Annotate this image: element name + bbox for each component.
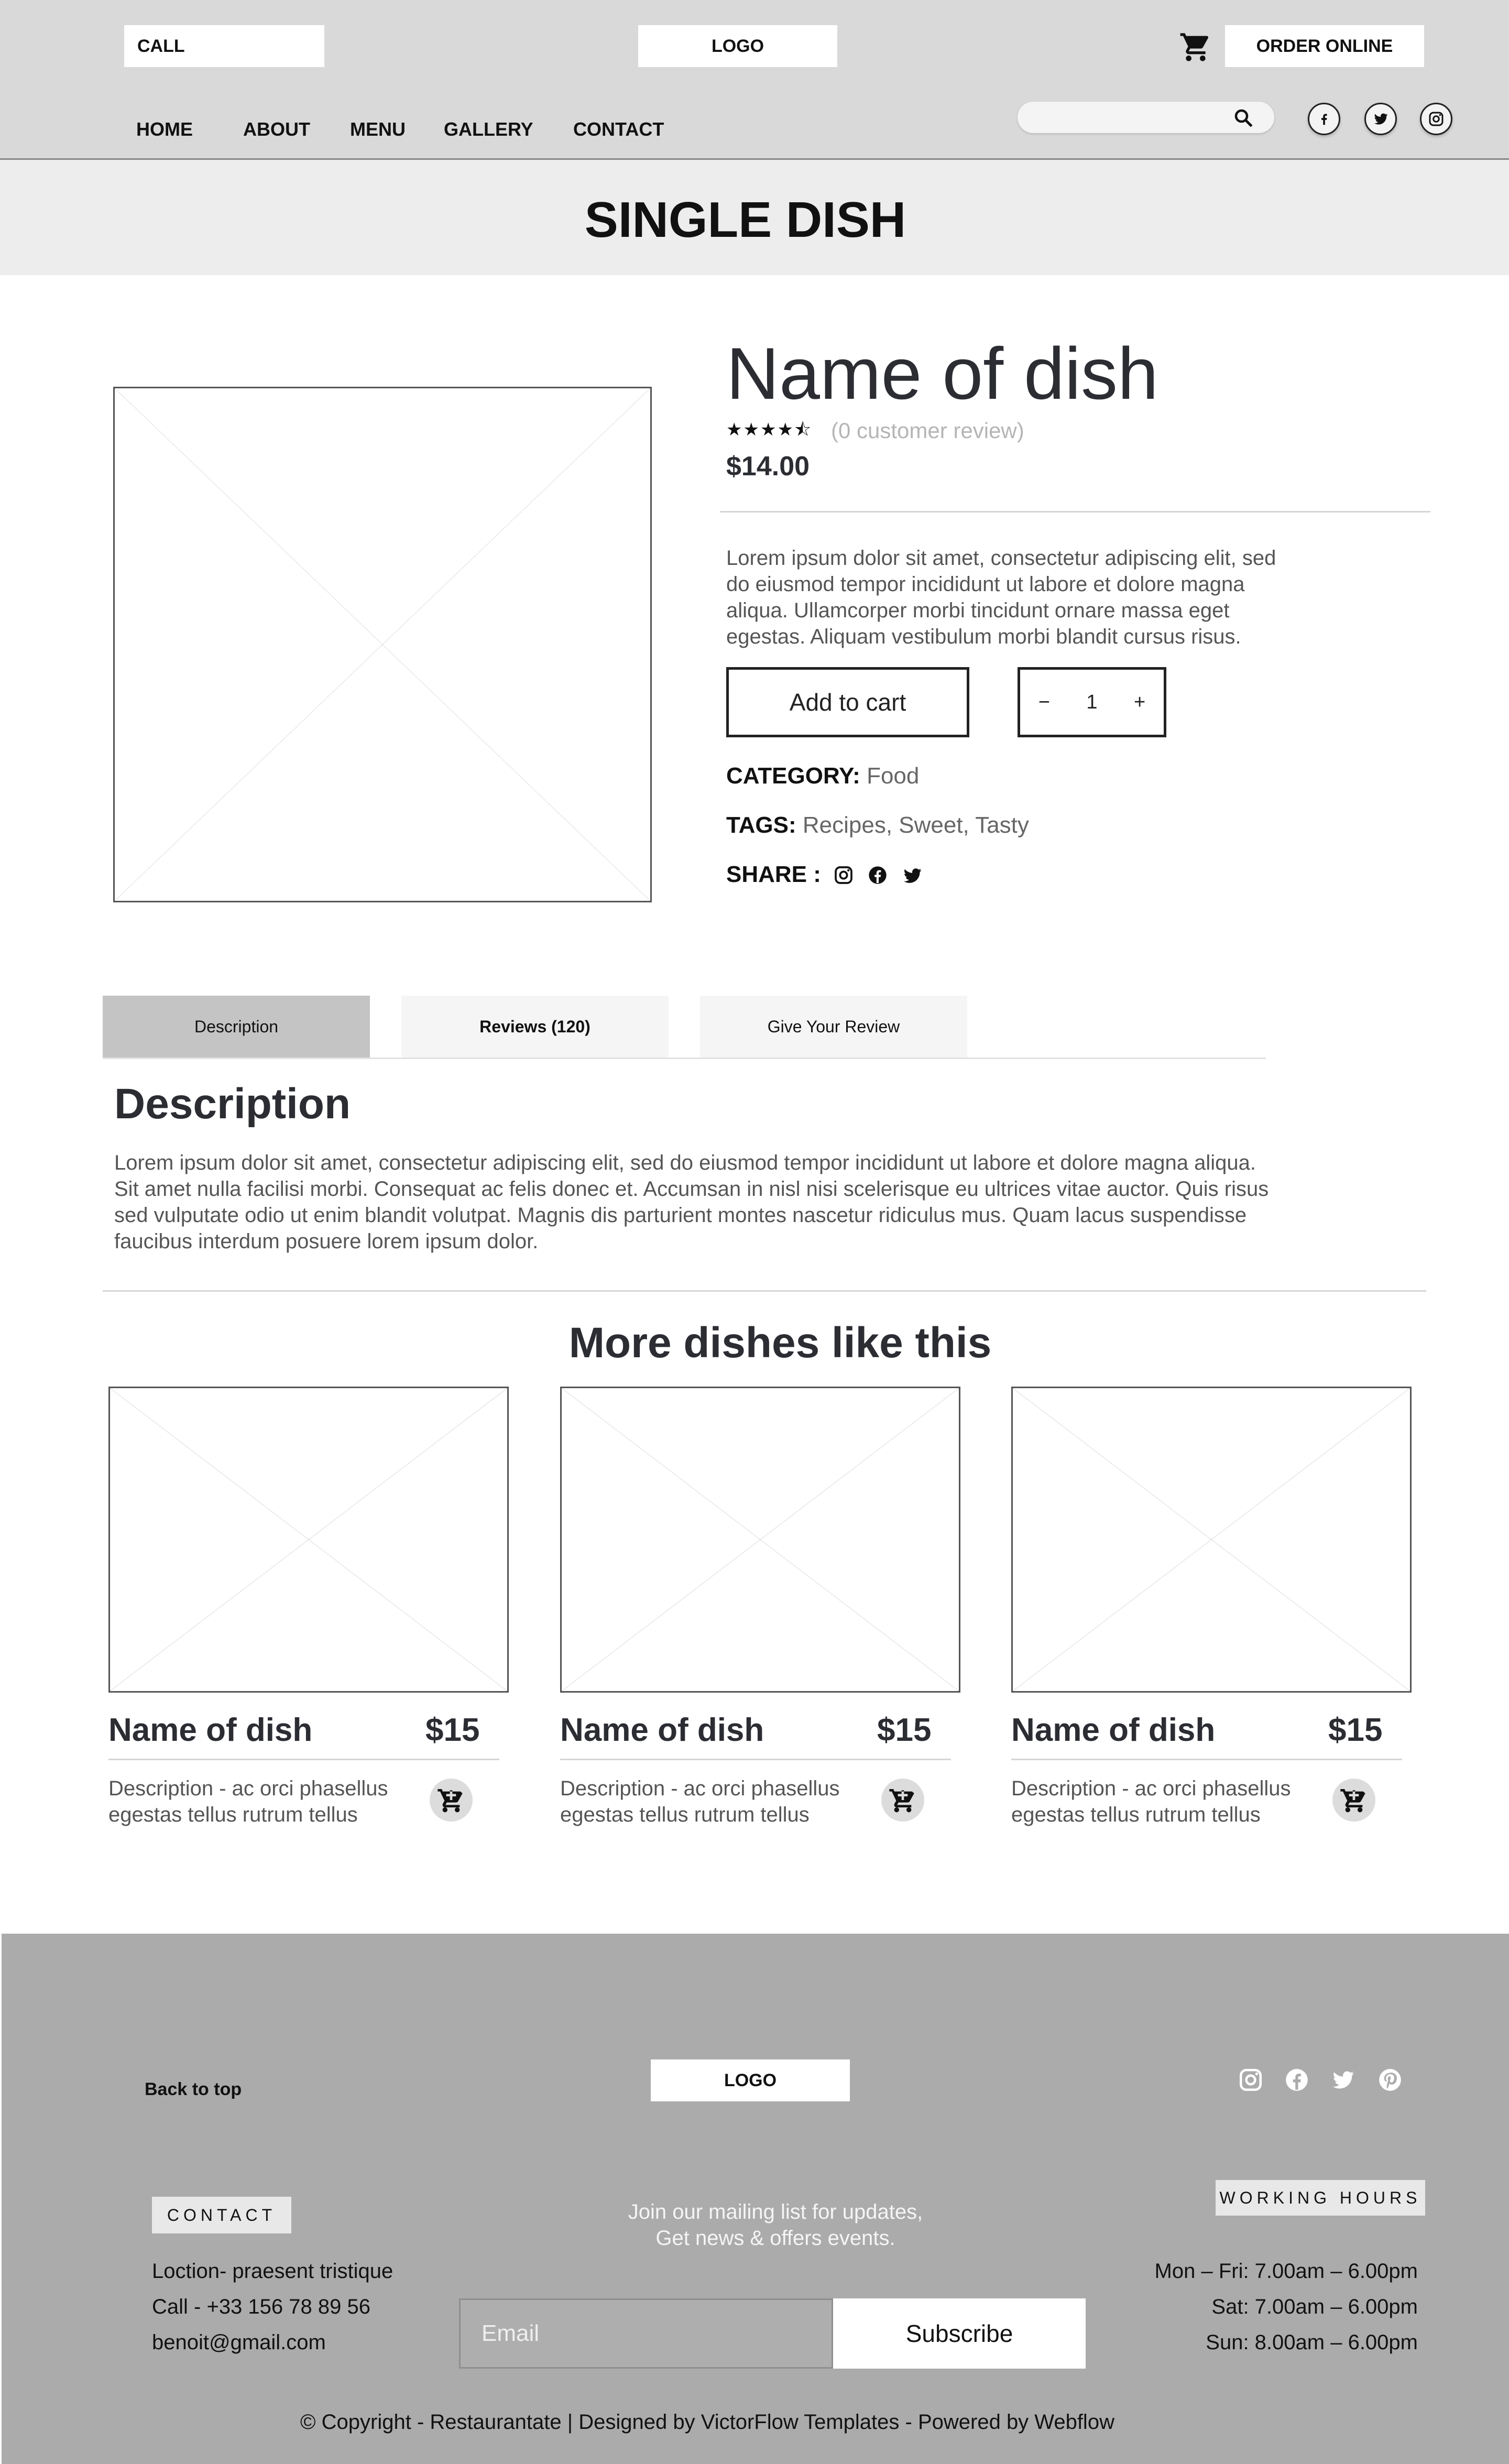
- page-title: SINGLE DISH: [584, 192, 906, 248]
- dish-card-image: [1011, 1387, 1412, 1693]
- description-heading: Description: [114, 1080, 351, 1128]
- tab-reviews[interactable]: Reviews (120): [401, 996, 669, 1057]
- dish-card-name: Name of dish: [1011, 1712, 1216, 1748]
- divider: [108, 1759, 499, 1760]
- dish-card-name: Name of dish: [560, 1712, 764, 1748]
- share-label: SHARE :: [726, 862, 821, 887]
- pinterest-icon[interactable]: [1377, 2067, 1403, 2096]
- add-to-cart-icon[interactable]: [881, 1779, 924, 1822]
- facebook-icon[interactable]: [1308, 103, 1340, 135]
- subscribe-button[interactable]: Subscribe: [833, 2298, 1086, 2369]
- nav-gallery[interactable]: GALLERY: [444, 118, 533, 140]
- copyright: © Copyright - Restaurantate | Designed by VictorFlow Templates - Powered by Webflow: [300, 2411, 1114, 2434]
- tags-label: TAGS:: [726, 812, 796, 838]
- nav-home[interactable]: HOME: [136, 118, 193, 140]
- dish-image-placeholder: [113, 387, 652, 902]
- dish-card-price: $15: [425, 1712, 480, 1748]
- facebook-icon[interactable]: [1284, 2067, 1310, 2096]
- order-online-button[interactable]: ORDER ONLINE: [1225, 25, 1424, 67]
- call-button[interactable]: CALL: [124, 25, 324, 67]
- contact-badge: CONTACT: [152, 2197, 291, 2233]
- twitter-icon[interactable]: [901, 865, 923, 889]
- quantity-stepper: [1018, 667, 1166, 737]
- star-rating: ★★★★⯪: [726, 420, 813, 440]
- dish-card-image: [108, 1387, 509, 1693]
- footer-logo[interactable]: LOGO: [651, 2059, 850, 2101]
- qty-minus-button[interactable]: −: [1038, 691, 1050, 713]
- add-to-cart-button[interactable]: Add to cart: [726, 667, 969, 737]
- review-count[interactable]: (0 customer review): [831, 418, 1024, 443]
- dish-card-image: [560, 1387, 960, 1693]
- divider: [103, 1290, 1426, 1292]
- cart-icon[interactable]: [1179, 30, 1212, 67]
- add-to-cart-icon[interactable]: [1332, 1779, 1375, 1822]
- working-hours-badge: WORKING HOURS: [1216, 2180, 1425, 2216]
- contact-details: [152, 2253, 393, 2360]
- divider: [1011, 1759, 1402, 1760]
- back-to-top-link[interactable]: Back to top: [145, 2079, 242, 2099]
- search-input[interactable]: [1018, 102, 1274, 133]
- nav-contact[interactable]: CONTACT: [573, 118, 664, 140]
- logo[interactable]: LOGO: [638, 25, 837, 67]
- dish-card-price: $15: [877, 1712, 932, 1748]
- dish-card-description: Description - ac orci phasellus egestas tellus rutrum tellus: [560, 1777, 840, 1826]
- dish-description: Lorem ipsum dolor sit amet, consectetur adipiscing elit, sed do eiusmod tempor incididunt ut labore et dolore magna aliqua. Ullamcorper morbi tincidunt ornare massa eget egestas. Aliquam vestibulum morbi blandit cursus risus.: [726, 547, 1276, 648]
- qty-value[interactable]: 1: [1086, 691, 1098, 713]
- divider: [720, 511, 1430, 513]
- working-hours: Mon – Fri: 7.00am – 6.00pm Sat: 7.00am – 6.00pm Sun: 8.00am – 6.00pm: [1154, 2260, 1418, 2354]
- dish-price: $14.00: [726, 451, 810, 482]
- nav-about[interactable]: ABOUT: [243, 118, 310, 140]
- nav-menu[interactable]: MENU: [350, 118, 406, 140]
- dish-name: Name of dish: [726, 332, 1158, 415]
- add-to-cart-icon[interactable]: [430, 1779, 473, 1822]
- dish-card-name: Name of dish: [108, 1712, 313, 1748]
- tab-give-review[interactable]: Give Your Review: [700, 996, 967, 1057]
- header: [0, 0, 1509, 160]
- category-value[interactable]: Food: [867, 763, 920, 789]
- description-text: Lorem ipsum dolor sit amet, consectetur adipiscing elit, sed do eiusmod tempor incididunt ut labore et dolore magna aliqua. Sit amet nulla facilisi morbi. Consequat ac felis donec et. Accumsan in nisl nisi scelerisque eu ultrices vitae auctor. Quis risus sed vulputate odio ut enim blandit volutpat. Magnis dis parturient montes nascetur ridiculus mus. Quam lacus suspendisse faucibus interdum posuere lorem ipsum dolor.: [114, 1151, 1269, 1253]
- tags-row: [726, 812, 1029, 838]
- contact-phone[interactable]: Call - +33 156 78 89 56: [152, 2295, 370, 2318]
- dish-card-description: Description - ac orci phasellus egestas tellus rutrum tellus: [1011, 1777, 1291, 1826]
- more-dishes-heading: More dishes like this: [568, 1319, 992, 1367]
- share-row: [726, 862, 821, 888]
- contact-email[interactable]: benoit@gmail.com: [152, 2331, 326, 2354]
- instagram-icon[interactable]: [1420, 103, 1452, 135]
- tab-underline: [103, 1057, 1266, 1059]
- instagram-icon[interactable]: [1238, 2067, 1264, 2096]
- dish-card-description: Description - ac orci phasellus egestas tellus rutrum tellus: [108, 1777, 388, 1826]
- category-row: [726, 763, 919, 789]
- category-label: CATEGORY:: [726, 763, 860, 789]
- dish-card-price: $15: [1328, 1712, 1383, 1748]
- email-input[interactable]: Email: [459, 2298, 833, 2369]
- page-banner: [0, 160, 1509, 275]
- twitter-icon[interactable]: [1329, 2067, 1357, 2096]
- facebook-icon[interactable]: [867, 865, 888, 888]
- instagram-icon[interactable]: [833, 865, 854, 888]
- tags-value[interactable]: Recipes, Sweet, Tasty: [802, 812, 1029, 838]
- qty-plus-button[interactable]: +: [1134, 691, 1146, 713]
- tab-description[interactable]: Description: [103, 996, 370, 1057]
- divider: [560, 1759, 951, 1760]
- contact-location: Loction- praesent tristique: [152, 2260, 393, 2283]
- search-icon[interactable]: [1232, 107, 1254, 132]
- mailing-text: Join our mailing list for updates, Get news & offers events.: [628, 2200, 923, 2250]
- twitter-icon[interactable]: [1364, 103, 1397, 135]
